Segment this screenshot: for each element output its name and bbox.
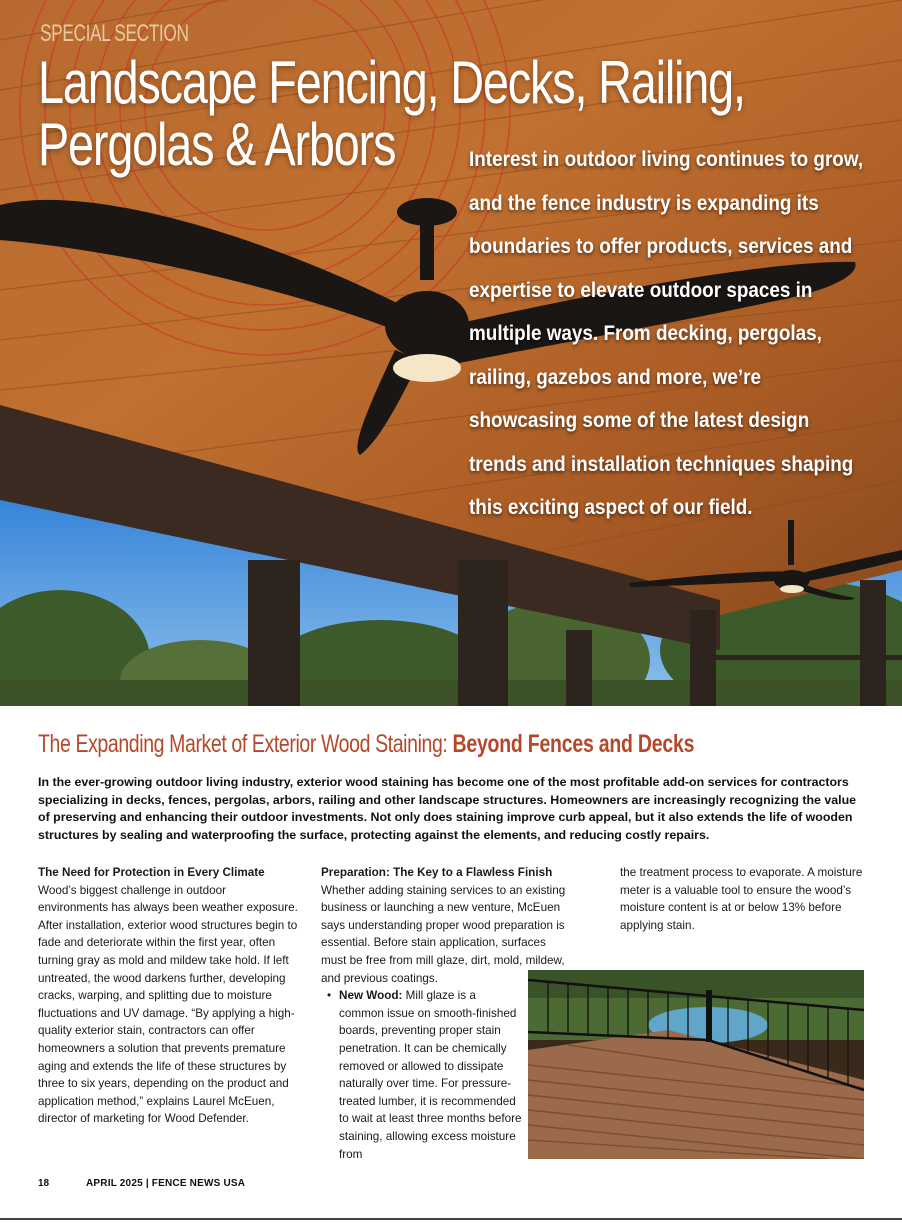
article-lede: In the ever-growing outdoor living industry, exterior wood staining has become one of the most profitable add-on services for contractors specializing in decks, fences, pergolas, arbors, railing and other landscape structures. Homeowners are increasingly recognizing the value of preserving and enhancing their outdoor investments. Not only does staining improve curb appeal, but it also extends the life of wooden structures by sealing and waterproofing the surface, protecting against the elements, and reducing costly repairs.: [38, 775, 857, 843]
deck-illustration: [528, 970, 864, 1159]
column-3: [620, 864, 872, 934]
post-far: [860, 580, 886, 706]
bullet-new-wood: [321, 987, 523, 1163]
article-heading-bold: Beyond Fences and Decks: [452, 730, 695, 758]
bullet-label: New Wood:: [339, 989, 403, 1003]
column-1-heading: The Need for Protection in Every Climate: [38, 866, 265, 879]
article-heading-light: The Expanding Market of Exterior Wood Staining:: [38, 730, 448, 758]
issue-line: APRIL 2025 | FENCE NEWS USA: [86, 1178, 246, 1189]
column-3-body: the treatment process to evaporate. A moisture meter is a valuable tool to ensure the wood’s moisture content is at or below 13% before applying stain.: [620, 866, 863, 932]
column-2-heading: Preparation: The Key to a Flawless Finish: [321, 866, 553, 879]
bottom-rule: [0, 1218, 902, 1220]
column-1-body: Wood’s biggest challenge in outdoor environments has always been weather exposure. After installation, exterior wood structures begin to fade and deteriorate within the first year, often turning gray as mold and mildew take hold. If left untreated, the wood darkens further, developing cracks, warping, and splitting due to moisture fluctuations and UV damage. “By applying a high-quality exterior stain, contractors can offer homeowners a solution that prevents premature aging and extends the life of these structures by three to six years, depending on the product and application method,” explains Laurel McEuen, director of marketing for Wood Defender.: [38, 883, 298, 1126]
column-1: [38, 864, 298, 1128]
post-left: [248, 560, 300, 706]
title-line-2: Pergolas & Arbors: [38, 111, 396, 178]
page-number: 18: [38, 1178, 50, 1189]
post-mid: [458, 560, 508, 706]
article-heading: [38, 730, 694, 759]
column-2-body: Whether adding staining services to an existing business or launching a new venture, McEuen says understanding proper wood preparation is essential. Before stain application, surfaces must be free from mill glaze, dirt, mold, mildew, and previous coatings.: [321, 883, 566, 985]
deck-photo: [528, 970, 864, 1159]
title-line-1: Landscape Fencing, Decks, Railing,: [38, 49, 745, 116]
post-right: [690, 610, 716, 706]
hero-intro: Interest in outdoor living continues to grow, and the fence industry is expanding its boundaries to offer products, services and expertise to elevate outdoor spaces in multiple ways. From decking, pergolas, railing, gazebos and more, we’re showcasing some of the latest design trends and installation techniques shaping this exciting aspect of our field.: [469, 148, 864, 519]
bullet-text: Mill glaze is a common issue on smooth-finished boards, preventing proper stain penetration. It can be chemically removed or allowed to dissipate naturally over time. For pressure-treated lumber, it is recommended to wait at least three months before staining, allowing excess moisture from: [339, 989, 522, 1161]
section-kicker: SPECIAL SECTION: [40, 20, 189, 47]
